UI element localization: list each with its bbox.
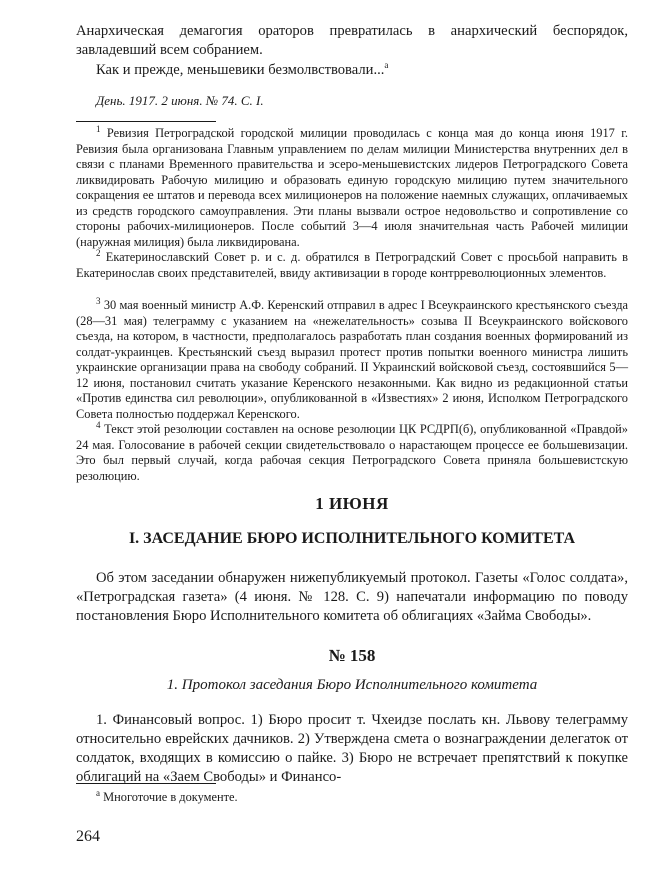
page-footnote-divider (76, 783, 216, 784)
footnote-1-text: Ревизия Петроградской городской милиции проводилась с конца мая до конца июня 1917 г. Ревизия была организована Главным управлением по делам милиции Министерства внутренних дел в связи с планами Временного правительства и эсеро-меньшевистских лидеров Петроградского Совета ликвидировать Рабочую милицию и образовать единую городскую милицию путем значительного сокращения ее штатов и перевода всех милиционеров на положение наемных служащих, оплачиваемых из средств городского самоуправления. Эти планы вызвали острое недовольство и сопротивление со стороны рабочих-милиционеров. После событий 3—4 июля значительная часть Рабочей милиции (наружная милиция) была ликвидирована. (76, 126, 628, 249)
footnote-2-mark: 2 (96, 247, 101, 258)
intro-paragraph: Об этом заседании обнаружен нижепубликуемый протокол. Газеты «Голос солдата», «Петроградская газета» (4 июня. № 128. С. 9) напечатали информацию по поводу постановления Бюро Исполнительного комитета об облигациях «Займа Свободы». (76, 570, 628, 624)
date-heading: 1 ИЮНЯ (315, 494, 389, 513)
document-title: 1. Протокол заседания Бюро Исполнительного комитета (166, 677, 538, 693)
footnote-divider (76, 121, 216, 122)
footnote-1 (76, 123, 628, 250)
document-number: № 158 (328, 646, 376, 665)
page-footnote (76, 787, 628, 806)
section-heading: I. ЗАСЕДАНИЕ БЮРО ИСПОЛНИТЕЛЬНОГО КОМИТЕТА (128, 530, 576, 547)
footnote-1-mark: 1 (96, 123, 101, 134)
footnote-2-text: Екатеринославский Совет р. и с. д. обратился в Петроградский Совет с просьбой направить в Екатеринослав своих представителей, ввиду активизации в городе контрреволюционных элементов. (76, 250, 628, 280)
footnote-4-mark: 4 (96, 419, 101, 430)
footnote-3-text: 30 мая военный министр А.Ф. Керенский отправил в адрес I Всеукраинского крестьянского съезда (28—31 мая) телеграмму с указанием на «нежелательность» созыва II Всеукраинского войскового съезда, на котором, в частности, предполагалось разработать план создания военных формирований из солдат-украинцев. Крестьянский съезд выразил протест против попытки военного министра лишить украинские организации права на свободу собраний. II Украинский войсковой съезд, состоявшийся 5—12 июня, постановил считать указание Керенского незаконными. Как видно из редакционной статьи «Против единства сил революции», опубликованной в «Известиях» 2 июня, Исполком Петроградского Совета полностью поддержал Керенского. (76, 298, 628, 421)
source-citation: День. 1917. 2 июня. № 74. С. I. (96, 93, 264, 108)
footnote-ref-a: а (384, 60, 389, 71)
footnote-4 (76, 419, 628, 484)
paragraph-mensheviks-silent (76, 61, 628, 80)
page-footnote-text: Многоточие в документе. (103, 790, 238, 804)
mensheviks-text: Как и прежде, меньшевики безмолвствовали... (96, 62, 385, 78)
paragraph-anarchic-demagogy: Анархическая демагогия ораторов превратилась в анархический беспорядок, завладевший всем собранием. (76, 23, 628, 58)
page-footnote-mark: а (96, 787, 100, 798)
footnote-3 (76, 295, 628, 422)
footnote-2 (76, 247, 628, 281)
body-paragraph: 1. Финансовый вопрос. 1) Бюро просит т. Чхеидзе послать кн. Львову телеграмму относительно еврейских дачников. 2) Утверждена смета о вознаграждении делегаток от солдаток, входящих в комиссию о пайке. 3) Бюро не встречает препятствий к покупке облигаций на «Заем Свободы» и Финансо- (76, 712, 628, 785)
page-number: 264 (76, 828, 100, 845)
footnote-4-text: Текст этой резолюции составлен на основе резолюции ЦК РСДРП(б), опубликованной «Правдой» 24 мая. Голосование в рабочей секции свидетельствовало о нарастающем процессе ее большевизации. Это был первый случай, когда рабочая секция Петроградского Совета приняла большевистскую резолюцию. (76, 422, 628, 483)
footnote-3-mark: 3 (96, 295, 101, 306)
